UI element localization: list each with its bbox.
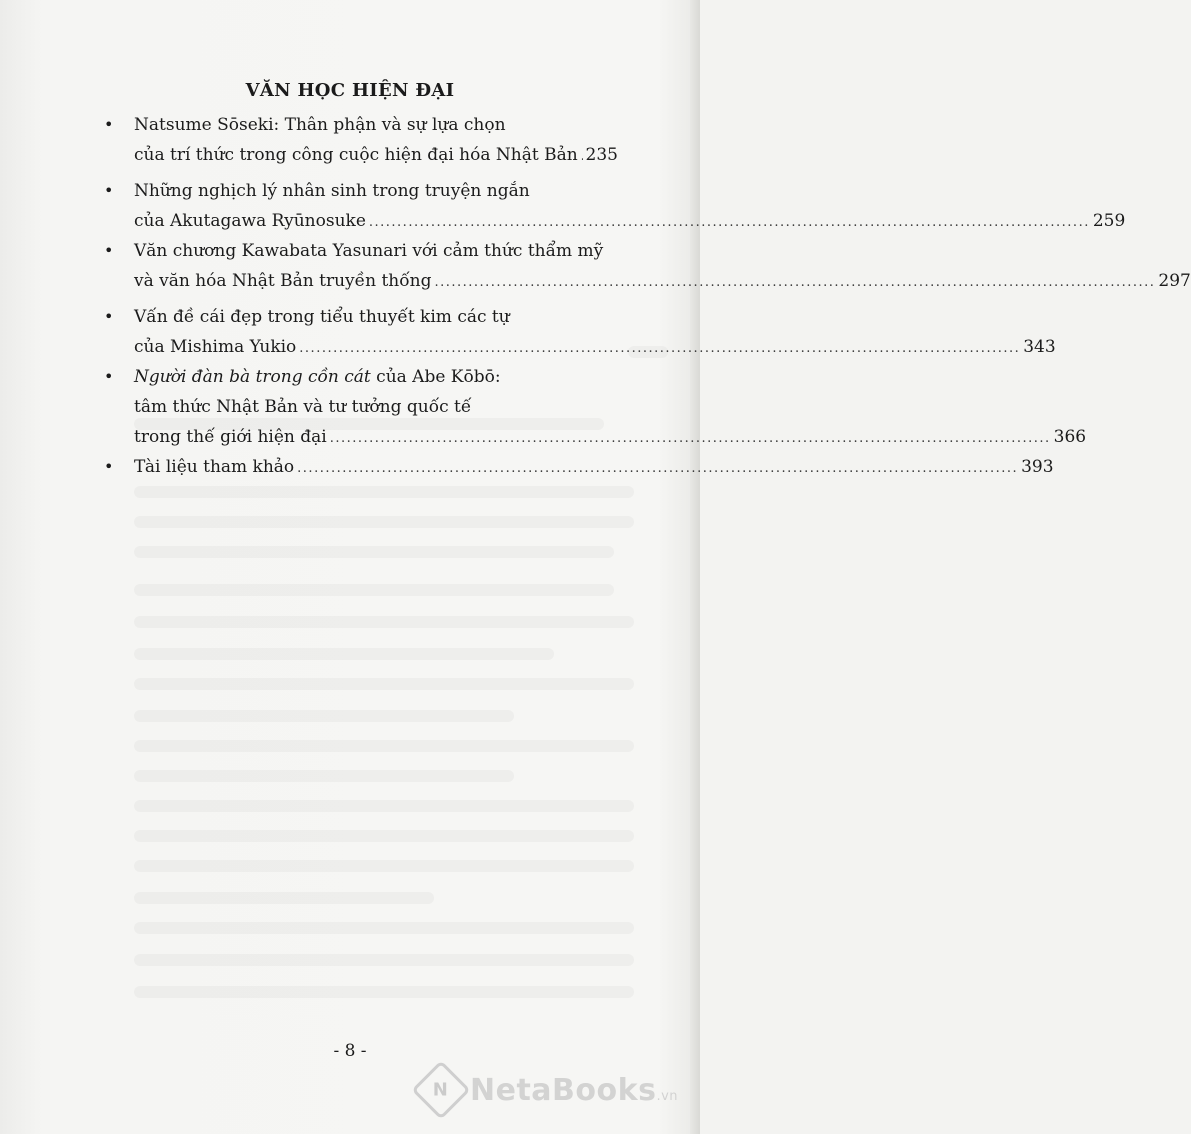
- toc-entry-title: của Mishima Yukio: [134, 337, 297, 357]
- dot-leader: ................................................................................................................................: [368, 215, 1090, 230]
- toc-page-number: 393: [1021, 457, 1054, 477]
- bullet-icon: •: [104, 367, 114, 386]
- toc-page-number: 297: [1158, 271, 1191, 291]
- bullet-icon: •: [104, 115, 114, 134]
- toc-entry-title: của trí thức trong công cuộc hiện đại hóa Nhật Bản: [134, 145, 578, 165]
- toc-entry-last-line: [134, 422, 1087, 454]
- toc-page-number: 366: [1053, 427, 1087, 447]
- toc-entry-title: và văn hóa Nhật Bản truyền thống: [134, 271, 432, 291]
- toc-entry-title: của Abe Kōbō:: [370, 367, 501, 387]
- bullet-icon: •: [104, 181, 114, 200]
- toc-entry-title: tâm thức Nhật Bản và tư tưởng quốc tế: [134, 397, 472, 417]
- toc-entry-title: trong thế giới hiện đại: [134, 427, 327, 447]
- book-title-italic: Người đàn bà trong cồn cát: [134, 367, 371, 387]
- bullet-icon: •: [104, 241, 114, 260]
- toc-entry-title: Natsume Sōseki: Thân phận và sự lựa chọn: [134, 115, 506, 135]
- toc-entry-last-line: [134, 140, 618, 172]
- dot-leader: ................................................................................................................................: [297, 461, 1019, 476]
- toc-page-number: 343: [1023, 337, 1056, 357]
- toc-entry-title: Văn chương Kawabata Yasunari với cảm thức thẩm mỹ: [134, 241, 604, 261]
- toc-entry-title-line: [134, 362, 618, 392]
- dot-leader: ................................................................................................................................: [329, 431, 1051, 446]
- toc-entry-last-line: [134, 332, 1056, 364]
- netabooks-logo-icon: [411, 1060, 470, 1119]
- page-number: - 8 -: [333, 1041, 367, 1061]
- dot-leader: [581, 142, 583, 172]
- toc-entry-last-line: [134, 206, 1126, 238]
- toc-page-number: 259: [1092, 211, 1126, 231]
- toc-entry-title: Vấn đề cái đẹp trong tiểu thuyết kim các tự: [134, 307, 510, 327]
- dot-leader: ................................................................................................................................: [299, 341, 1021, 356]
- watermark-suffix: .vn: [656, 1088, 679, 1104]
- bullet-icon: •: [104, 307, 114, 326]
- logo-letter: N: [433, 1079, 449, 1101]
- toc-entry-title: Tài liệu tham khảo: [134, 457, 295, 477]
- bullet-icon: •: [104, 457, 114, 476]
- toc-entry-last-line: [134, 266, 1191, 298]
- watermark-brand-name: NetaBooks: [470, 1072, 657, 1108]
- section-title: VĂN HỌC HIỆN ĐẠI: [245, 80, 455, 101]
- toc-page-number: 235: [585, 145, 618, 165]
- toc-entry-title: của Akutagawa Ryūnosuke: [134, 211, 366, 231]
- watermark-brand: [470, 1073, 678, 1108]
- watermark: [420, 1068, 678, 1112]
- toc-entry-last-line: [134, 452, 1054, 484]
- toc-entry-title: Những nghịch lý nhân sinh trong truyện ngắn: [134, 181, 530, 201]
- dot-leader: ................................................................................................................................: [434, 275, 1156, 290]
